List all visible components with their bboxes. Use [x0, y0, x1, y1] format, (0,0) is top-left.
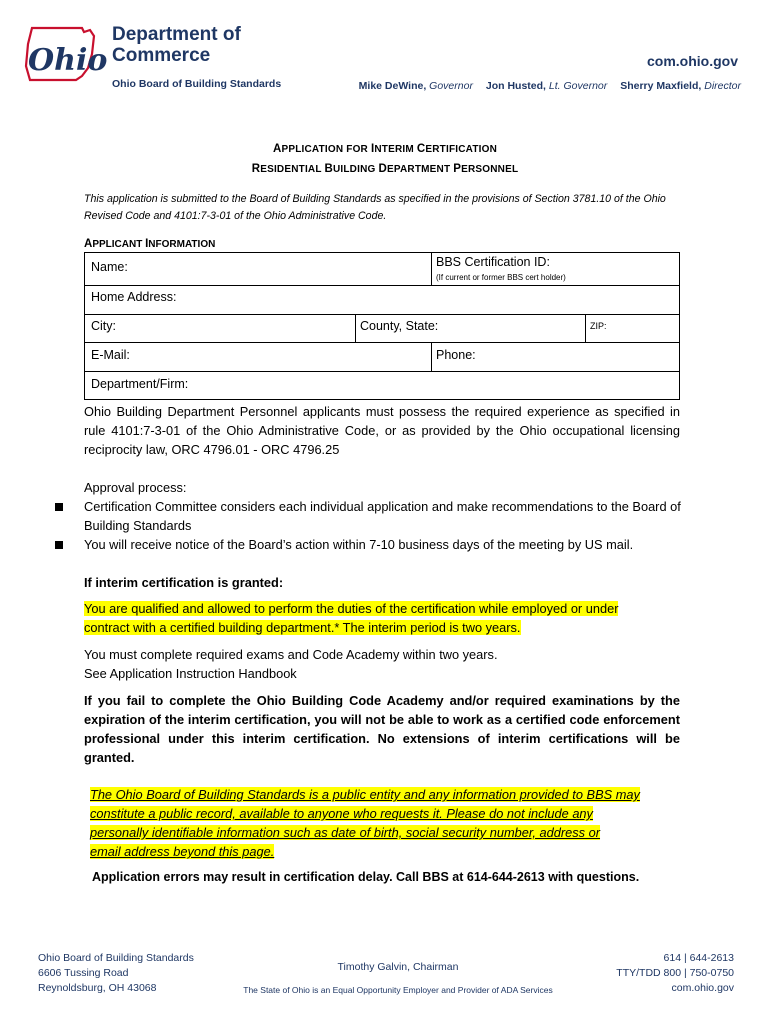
granted-heading: If interim certification is granted:	[84, 575, 284, 590]
footer-city: Reynoldsburg, OH 43068	[38, 982, 157, 994]
official-name-governor: Mike DeWine,	[358, 80, 427, 92]
bullet-text: Certification Committee considers each individual application and make recommendations to the Board of Building Standards	[84, 499, 681, 533]
dept-line-1: Department of	[112, 24, 241, 45]
county-state-field[interactable]: County, State:	[360, 319, 439, 333]
board-name-header: Ohio Board of Building Standards	[112, 78, 282, 90]
granted-line-1: You are qualified and allowed to perform the duties of the certification while employed or under	[84, 601, 619, 616]
dept-line-2: Commerce	[112, 45, 211, 66]
phone-field[interactable]: Phone:	[436, 348, 476, 362]
official-title-governor: Governor	[429, 80, 473, 92]
official-title-lt-governor: Lt. Governor	[548, 80, 608, 92]
footer-url[interactable]: com.ohio.gov	[671, 982, 734, 994]
exam-paragraph	[84, 645, 680, 683]
footer-contact	[616, 951, 734, 996]
site-url[interactable]: com.ohio.gov	[647, 53, 738, 69]
ohio-logo	[22, 24, 108, 86]
granted-paragraph	[84, 599, 680, 637]
exam-line-1: You must complete required exams and Code Academy within two years.	[84, 647, 498, 662]
logo-text: Ohio	[28, 43, 108, 78]
officials-line	[359, 80, 741, 92]
bullet-text: You will receive notice of the Board’s action within 7-10 business days of the meeting by US mail.	[84, 537, 634, 552]
footer-phone: 614 | 644-2613	[663, 952, 734, 964]
granted-line-2: contract with a certified building department.* The interim period is two years.	[84, 620, 521, 635]
applicant-information-heading: APPLICANT INFORMATION	[84, 238, 216, 250]
footer-board-name: Ohio Board of Building Standards	[38, 952, 194, 964]
footer-tty: TTY/TDD 800 | 750-0750	[616, 967, 734, 979]
zip-field[interactable]: ZIP:	[590, 321, 607, 331]
fail-warning-paragraph: If you fail to complete the Ohio Building Code Academy and/or required examinations by the expiration of the interim certification, you will not be able to work as a certified code enforcement professional under this interim certification. No extensions of interim certifications will be granted.	[84, 693, 680, 765]
square-bullet-icon	[55, 541, 63, 549]
document-title-line-1: APPLICATION FOR INTERIM CERTIFICATION	[272, 143, 498, 155]
official-name-lt-governor: Jon Husted,	[485, 80, 546, 92]
bbs-certification-id-field[interactable]: BBS Certification ID:	[436, 255, 550, 269]
email-field[interactable]: E-Mail:	[91, 348, 130, 362]
experience-paragraph: Ohio Building Department Personnel applicants must possess the required experience as specified in rule 4101:7-3-01 of the Ohio Administrative Code, or as provided by the Ohio occupational licensing reciprocity law, ORC 4796.01 - ORC 4796.25	[84, 404, 680, 457]
footer-street: 6606 Tussing Road	[38, 967, 129, 979]
city-field[interactable]: City:	[91, 319, 116, 333]
official-name-director: Sherry Maxfield,	[620, 80, 702, 92]
applicant-form-table	[84, 252, 680, 400]
department-firm-field[interactable]: Department/Firm:	[91, 377, 189, 391]
department-title	[112, 24, 241, 66]
document-title-line-2: RESIDENTIAL BUILDING DEPARTMENT PERSONNEL	[251, 163, 519, 175]
footer-equal-opportunity: The State of Ohio is an Equal Opportunity Employer and Provider of ADA Services	[243, 985, 553, 995]
exam-line-2: See Application Instruction Handbook	[84, 666, 297, 681]
errors-notice: Application errors may result in certification delay. Call BBS at 614-644-2613 with questions.	[92, 870, 640, 884]
public-record-notice	[90, 785, 686, 861]
public-line-4: email address beyond this page.	[90, 844, 275, 859]
square-bullet-icon	[55, 503, 63, 511]
name-field[interactable]: Name:	[91, 260, 128, 274]
public-line-2: constitute a public record, available to anyone who requests it. Please do not include any	[90, 806, 593, 821]
approval-process-label: Approval process:	[84, 480, 187, 495]
footer-chairman: Timothy Galvin, Chairman	[337, 961, 459, 973]
public-line-1: The Ohio Board of Building Standards is a public entity and any information provided to BBS may	[90, 787, 640, 802]
official-title-director: Director	[704, 80, 741, 92]
home-address-field[interactable]: Home Address:	[91, 290, 177, 304]
bbs-note: (If current or former BBS cert holder)	[436, 273, 566, 282]
intro-paragraph: This application is submitted to the Board of Building Standards as specified in the provisions of Section 3781.10 of the Ohio Revised Code and 4101:7-3-01 of the Ohio Administrative Code.	[84, 193, 666, 222]
public-line-3: personally identifiable information such as date of birth, social security number, address or	[90, 825, 601, 840]
